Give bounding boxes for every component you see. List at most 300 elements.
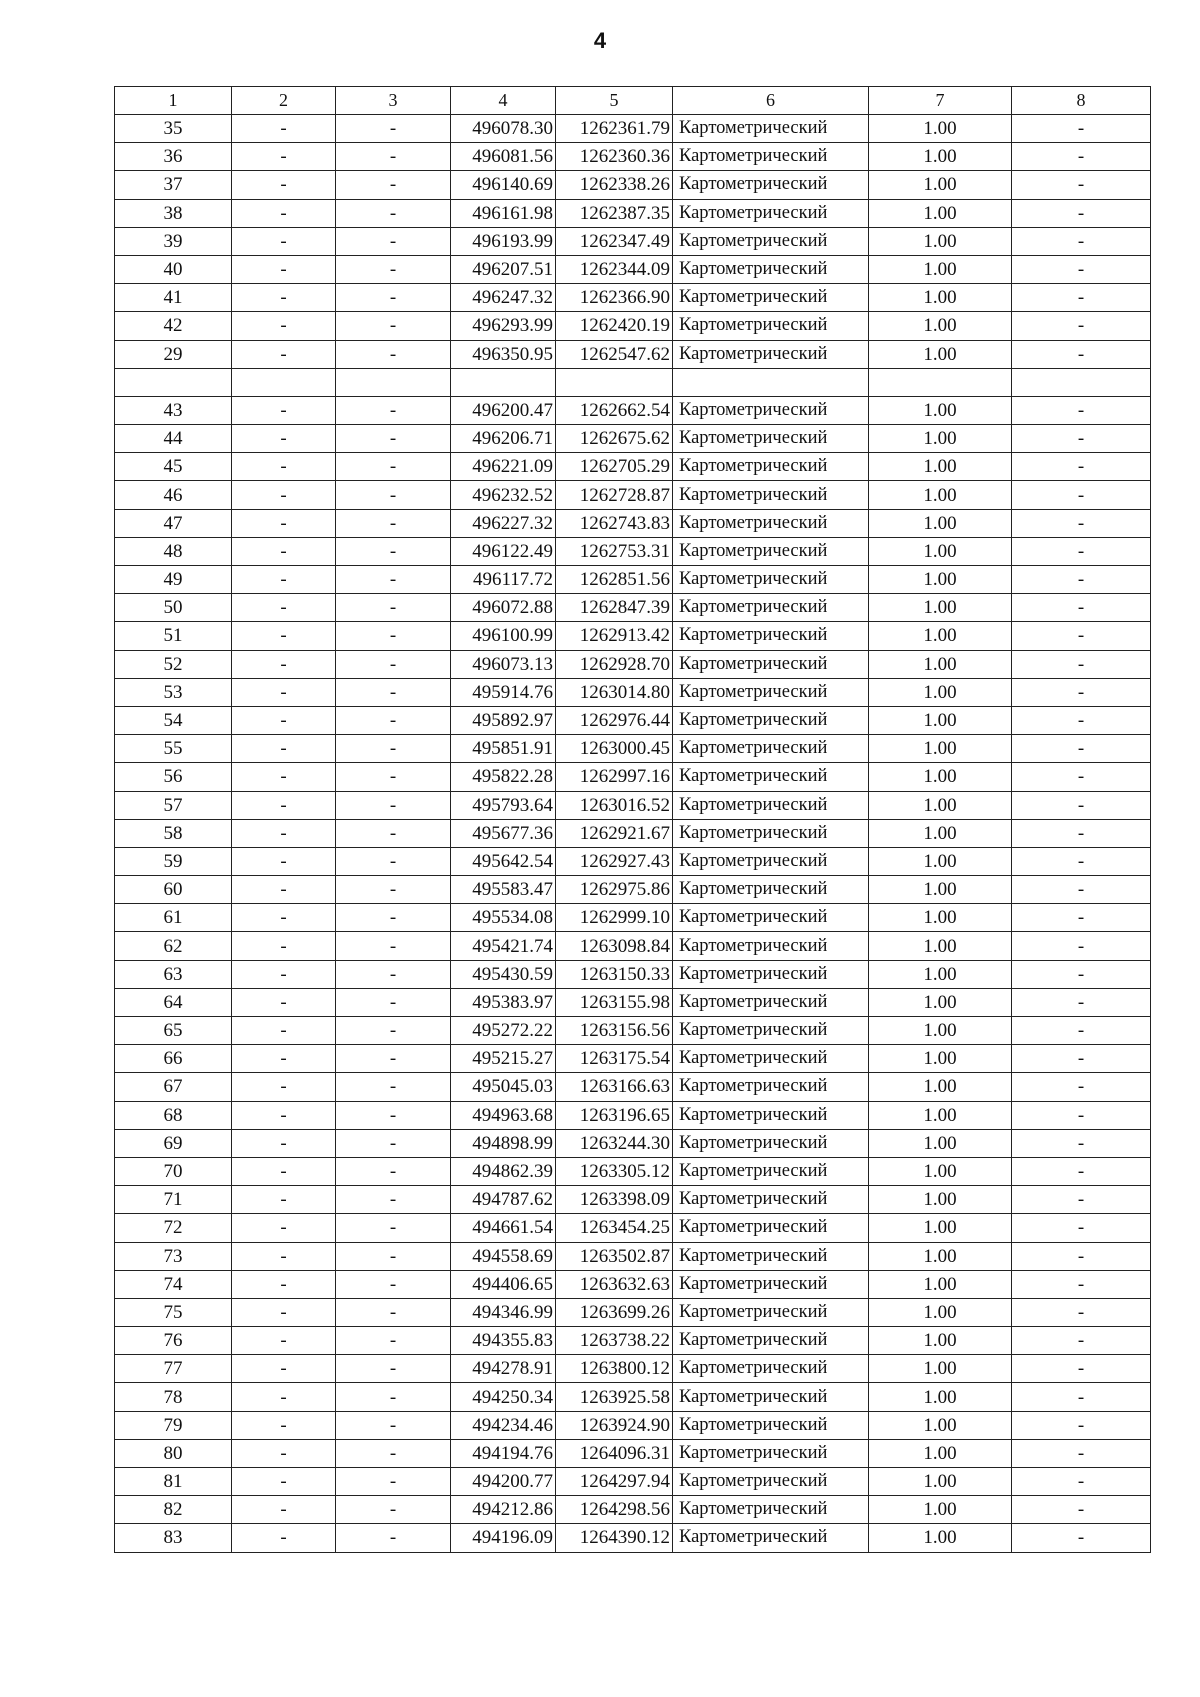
table-row xyxy=(115,1045,1151,1073)
coord-x-cell: 496078.30 xyxy=(451,115,556,143)
col8-cell: - xyxy=(1012,876,1151,904)
accuracy-cell: 1.00 xyxy=(869,481,1012,509)
table-row xyxy=(115,847,1151,875)
method-cell: Картометрический xyxy=(673,1355,869,1383)
method-cell: Картометрический xyxy=(673,1101,869,1129)
col8-cell: - xyxy=(1012,1524,1151,1552)
coord-x-cell: 495215.27 xyxy=(451,1045,556,1073)
table-row xyxy=(115,763,1151,791)
col2-cell: - xyxy=(232,171,336,199)
accuracy-cell: 1.00 xyxy=(869,1496,1012,1524)
coord-y-cell: 1263800.12 xyxy=(556,1355,673,1383)
coord-y-cell: 1262347.49 xyxy=(556,227,673,255)
coord-y-cell: 1263925.58 xyxy=(556,1383,673,1411)
coord-x-cell: 494558.69 xyxy=(451,1242,556,1270)
point-number-cell: 64 xyxy=(115,988,232,1016)
table-row xyxy=(115,368,1151,396)
col2-cell: - xyxy=(232,1270,336,1298)
col3-cell: - xyxy=(336,566,451,594)
method-cell: Картометрический xyxy=(673,1270,869,1298)
table-row xyxy=(115,396,1151,424)
coord-y-cell: 1263244.30 xyxy=(556,1129,673,1157)
accuracy-cell: 1.00 xyxy=(869,227,1012,255)
col8-cell: - xyxy=(1012,509,1151,537)
col2-cell: - xyxy=(232,340,336,368)
table-row xyxy=(115,509,1151,537)
col3-cell: - xyxy=(336,706,451,734)
method-cell: Картометрический xyxy=(673,143,869,171)
col2-cell: - xyxy=(232,425,336,453)
accuracy-cell: 1.00 xyxy=(869,340,1012,368)
method-cell: Картометрический xyxy=(673,1242,869,1270)
coord-y-cell: 1263150.33 xyxy=(556,960,673,988)
accuracy-cell: 1.00 xyxy=(869,1411,1012,1439)
col8-cell: - xyxy=(1012,678,1151,706)
coord-y-cell: 1262847.39 xyxy=(556,594,673,622)
col8-cell: - xyxy=(1012,960,1151,988)
col8-cell: - xyxy=(1012,1327,1151,1355)
coord-y-cell: 1262675.62 xyxy=(556,425,673,453)
accuracy-cell: 1.00 xyxy=(869,1073,1012,1101)
coord-x-cell: 495677.36 xyxy=(451,819,556,847)
method-cell: Картометрический xyxy=(673,481,869,509)
col2-cell: - xyxy=(232,537,336,565)
coord-x-cell: 495822.28 xyxy=(451,763,556,791)
point-number-cell: 53 xyxy=(115,678,232,706)
col8-cell: - xyxy=(1012,1045,1151,1073)
col2-cell: - xyxy=(232,1439,336,1467)
col2-cell: - xyxy=(232,1073,336,1101)
point-number-cell: 54 xyxy=(115,706,232,734)
accuracy-cell: 1.00 xyxy=(869,1270,1012,1298)
coord-x-cell: 496206.71 xyxy=(451,425,556,453)
col3-cell: - xyxy=(336,847,451,875)
accuracy-cell: 1.00 xyxy=(869,791,1012,819)
col3-cell: - xyxy=(336,312,451,340)
col3-cell: - xyxy=(336,1298,451,1326)
table-row xyxy=(115,1242,1151,1270)
coord-y-cell: 1262420.19 xyxy=(556,312,673,340)
table-row xyxy=(115,284,1151,312)
accuracy-cell: 1.00 xyxy=(869,1327,1012,1355)
col3-cell: - xyxy=(336,1383,451,1411)
table-row xyxy=(115,988,1151,1016)
point-number-cell: 41 xyxy=(115,284,232,312)
col8-cell: - xyxy=(1012,1383,1151,1411)
method-cell: Картометрический xyxy=(673,566,869,594)
col3-cell: - xyxy=(336,1129,451,1157)
col2-cell: - xyxy=(232,284,336,312)
method-cell: Картометрический xyxy=(673,1214,869,1242)
point-number-cell: 35 xyxy=(115,115,232,143)
coord-x-cell: 494862.39 xyxy=(451,1157,556,1185)
method-cell: Картометрический xyxy=(673,1524,869,1552)
coord-y-cell: 1262705.29 xyxy=(556,453,673,481)
accuracy-cell: 1.00 xyxy=(869,1017,1012,1045)
coord-x-cell: 494787.62 xyxy=(451,1186,556,1214)
coord-y-cell: 1263014.80 xyxy=(556,678,673,706)
col3-cell: - xyxy=(336,622,451,650)
column-header: 2 xyxy=(232,87,336,115)
table-row xyxy=(115,678,1151,706)
point-number-cell: 77 xyxy=(115,1355,232,1383)
method-cell: Картометрический xyxy=(673,199,869,227)
col2-cell: - xyxy=(232,988,336,1016)
coord-y-cell: 1262387.35 xyxy=(556,199,673,227)
accuracy-cell: 1.00 xyxy=(869,735,1012,763)
point-number-cell: 71 xyxy=(115,1186,232,1214)
coord-x-cell: 496350.95 xyxy=(451,340,556,368)
col2-cell: - xyxy=(232,1298,336,1326)
coord-y-cell: 1262851.56 xyxy=(556,566,673,594)
point-number-cell: 72 xyxy=(115,1214,232,1242)
method-cell: Картометрический xyxy=(673,255,869,283)
col3-cell: - xyxy=(336,396,451,424)
coord-x-cell: 496193.99 xyxy=(451,227,556,255)
column-header: 1 xyxy=(115,87,232,115)
accuracy-cell: 1.00 xyxy=(869,622,1012,650)
col2-cell: - xyxy=(232,1101,336,1129)
col2-cell: - xyxy=(232,1524,336,1552)
col2-cell: - xyxy=(232,1157,336,1185)
col8-cell: - xyxy=(1012,453,1151,481)
table-header-row xyxy=(115,87,1151,115)
accuracy-cell: 1.00 xyxy=(869,904,1012,932)
accuracy-cell: 1.00 xyxy=(869,143,1012,171)
col3-cell: - xyxy=(336,1017,451,1045)
table-row xyxy=(115,876,1151,904)
col2-cell: - xyxy=(232,594,336,622)
col8-cell: - xyxy=(1012,1411,1151,1439)
method-cell: Картометрический xyxy=(673,932,869,960)
col2-cell: - xyxy=(232,1045,336,1073)
col8-cell: - xyxy=(1012,340,1151,368)
point-number-cell: 60 xyxy=(115,876,232,904)
accuracy-cell: 1.00 xyxy=(869,115,1012,143)
col8-cell: - xyxy=(1012,143,1151,171)
point-number-cell: 56 xyxy=(115,763,232,791)
col2-cell: - xyxy=(232,255,336,283)
col3-cell: - xyxy=(336,763,451,791)
col8-cell: - xyxy=(1012,1270,1151,1298)
col2-cell: - xyxy=(232,1017,336,1045)
point-number-cell: 50 xyxy=(115,594,232,622)
point-number-cell: 61 xyxy=(115,904,232,932)
col8-cell: - xyxy=(1012,791,1151,819)
table-row xyxy=(115,1439,1151,1467)
coord-y-cell: 1262361.79 xyxy=(556,115,673,143)
accuracy-cell: 1.00 xyxy=(869,650,1012,678)
col2-cell: - xyxy=(232,312,336,340)
method-cell: Картометрический xyxy=(673,1496,869,1524)
accuracy-cell: 1.00 xyxy=(869,847,1012,875)
coord-y-cell: 1262913.42 xyxy=(556,622,673,650)
coord-x-cell: 494278.91 xyxy=(451,1355,556,1383)
col3-cell: - xyxy=(336,1327,451,1355)
col2-cell: - xyxy=(232,706,336,734)
col3-cell: - xyxy=(336,988,451,1016)
table-row xyxy=(115,1496,1151,1524)
coord-x-cell: 496161.98 xyxy=(451,199,556,227)
col3-cell: - xyxy=(336,340,451,368)
table-row xyxy=(115,1101,1151,1129)
col3-cell: - xyxy=(336,1157,451,1185)
col3-cell: - xyxy=(336,171,451,199)
coord-x-cell: 494963.68 xyxy=(451,1101,556,1129)
col3-cell: - xyxy=(336,1073,451,1101)
col8-cell: - xyxy=(1012,227,1151,255)
accuracy-cell: 1.00 xyxy=(869,1439,1012,1467)
accuracy-cell: 1.00 xyxy=(869,1383,1012,1411)
point-number-cell: 51 xyxy=(115,622,232,650)
coord-y-cell: 1264298.56 xyxy=(556,1496,673,1524)
accuracy-cell: 1.00 xyxy=(869,425,1012,453)
accuracy-cell: 1.00 xyxy=(869,1101,1012,1129)
col2-cell: - xyxy=(232,1129,336,1157)
coord-y-cell: 1262344.09 xyxy=(556,255,673,283)
col8-cell: - xyxy=(1012,1129,1151,1157)
point-number-cell: 55 xyxy=(115,735,232,763)
method-cell: Картометрический xyxy=(673,650,869,678)
point-number-cell: 73 xyxy=(115,1242,232,1270)
column-header: 6 xyxy=(673,87,869,115)
col8-cell: - xyxy=(1012,284,1151,312)
method-cell: Картометрический xyxy=(673,1411,869,1439)
col2-cell: - xyxy=(232,566,336,594)
col2-cell: - xyxy=(232,904,336,932)
col8-cell: - xyxy=(1012,1186,1151,1214)
point-number-cell: 36 xyxy=(115,143,232,171)
col3-cell: - xyxy=(336,227,451,255)
coord-y-cell: 1263196.65 xyxy=(556,1101,673,1129)
col3-cell: - xyxy=(336,284,451,312)
method-cell: Картометрический xyxy=(673,706,869,734)
col8-cell: - xyxy=(1012,1017,1151,1045)
table-row xyxy=(115,1298,1151,1326)
col3-cell: - xyxy=(336,143,451,171)
accuracy-cell: 1.00 xyxy=(869,509,1012,537)
coord-x-cell: 495793.64 xyxy=(451,791,556,819)
col8-cell: - xyxy=(1012,199,1151,227)
point-number-cell: 66 xyxy=(115,1045,232,1073)
col3-cell: - xyxy=(336,1411,451,1439)
coord-x-cell: 494196.09 xyxy=(451,1524,556,1552)
table-row xyxy=(115,650,1151,678)
col8-cell: - xyxy=(1012,1101,1151,1129)
col8-cell: - xyxy=(1012,425,1151,453)
col8-cell: - xyxy=(1012,1242,1151,1270)
point-number-cell: 79 xyxy=(115,1411,232,1439)
table-row xyxy=(115,1411,1151,1439)
accuracy-cell: 1.00 xyxy=(869,1045,1012,1073)
method-cell: Картометрический xyxy=(673,1383,869,1411)
col3-cell: - xyxy=(336,876,451,904)
coord-x-cell: 495851.91 xyxy=(451,735,556,763)
col2-cell xyxy=(232,368,336,396)
coord-x-cell: 494200.77 xyxy=(451,1468,556,1496)
coord-x-cell: 494346.99 xyxy=(451,1298,556,1326)
coord-y-cell: 1263699.26 xyxy=(556,1298,673,1326)
method-cell: Картометрический xyxy=(673,1073,869,1101)
point-number-cell: 81 xyxy=(115,1468,232,1496)
table-row xyxy=(115,791,1151,819)
coord-x-cell: 496247.32 xyxy=(451,284,556,312)
method-cell: Картометрический xyxy=(673,425,869,453)
col2-cell: - xyxy=(232,1186,336,1214)
col2-cell: - xyxy=(232,1496,336,1524)
col2-cell: - xyxy=(232,763,336,791)
coord-x-cell: 496100.99 xyxy=(451,622,556,650)
column-header: 5 xyxy=(556,87,673,115)
table-body xyxy=(115,87,1151,1553)
method-cell: Картометрический xyxy=(673,1157,869,1185)
point-number-cell: 43 xyxy=(115,396,232,424)
coord-x-cell: 496207.51 xyxy=(451,255,556,283)
coord-y-cell: 1263156.56 xyxy=(556,1017,673,1045)
col8-cell: - xyxy=(1012,763,1151,791)
col8-cell: - xyxy=(1012,819,1151,847)
point-number-cell: 44 xyxy=(115,425,232,453)
col3-cell: - xyxy=(336,537,451,565)
accuracy-cell: 1.00 xyxy=(869,678,1012,706)
col8-cell: - xyxy=(1012,481,1151,509)
accuracy-cell: 1.00 xyxy=(869,1186,1012,1214)
coord-y-cell: 1262360.36 xyxy=(556,143,673,171)
coord-x-cell: 495272.22 xyxy=(451,1017,556,1045)
table-row xyxy=(115,932,1151,960)
col2-cell: - xyxy=(232,678,336,706)
coord-x-cell: 494898.99 xyxy=(451,1129,556,1157)
col3-cell: - xyxy=(336,650,451,678)
table-row xyxy=(115,1524,1151,1552)
coord-y-cell: 1263166.63 xyxy=(556,1073,673,1101)
col2-cell: - xyxy=(232,396,336,424)
point-number-cell: 76 xyxy=(115,1327,232,1355)
accuracy-cell xyxy=(869,368,1012,396)
accuracy-cell: 1.00 xyxy=(869,988,1012,1016)
coord-y-cell: 1262997.16 xyxy=(556,763,673,791)
column-header: 8 xyxy=(1012,87,1151,115)
table-row xyxy=(115,199,1151,227)
page-number: 4 xyxy=(593,28,607,53)
coord-y-cell: 1262662.54 xyxy=(556,396,673,424)
col2-cell: - xyxy=(232,1242,336,1270)
method-cell: Картометрический xyxy=(673,1017,869,1045)
table-row xyxy=(115,340,1151,368)
coord-y-cell: 1263000.45 xyxy=(556,735,673,763)
coord-y-cell: 1262999.10 xyxy=(556,904,673,932)
coord-x-cell: 495430.59 xyxy=(451,960,556,988)
point-number-cell: 46 xyxy=(115,481,232,509)
method-cell: Картометрический xyxy=(673,988,869,1016)
col8-cell: - xyxy=(1012,594,1151,622)
col3-cell xyxy=(336,368,451,396)
coord-y-cell: 1263738.22 xyxy=(556,1327,673,1355)
col2-cell: - xyxy=(232,735,336,763)
col2-cell: - xyxy=(232,481,336,509)
method-cell: Картометрический xyxy=(673,1298,869,1326)
col3-cell: - xyxy=(336,678,451,706)
col8-cell xyxy=(1012,368,1151,396)
col8-cell: - xyxy=(1012,312,1151,340)
method-cell: Картометрический xyxy=(673,876,869,904)
col8-cell: - xyxy=(1012,1496,1151,1524)
point-number-cell: 57 xyxy=(115,791,232,819)
col2-cell: - xyxy=(232,509,336,537)
method-cell: Картометрический xyxy=(673,622,869,650)
coord-x-cell: 494234.46 xyxy=(451,1411,556,1439)
col8-cell: - xyxy=(1012,1439,1151,1467)
col3-cell: - xyxy=(336,1270,451,1298)
coord-y-cell: 1263016.52 xyxy=(556,791,673,819)
col2-cell: - xyxy=(232,453,336,481)
column-header: 3 xyxy=(336,87,451,115)
table-row xyxy=(115,255,1151,283)
point-number-cell: 70 xyxy=(115,1157,232,1185)
accuracy-cell: 1.00 xyxy=(869,566,1012,594)
table-row xyxy=(115,566,1151,594)
coord-x-cell: 496232.52 xyxy=(451,481,556,509)
coord-x-cell: 495642.54 xyxy=(451,847,556,875)
table-row xyxy=(115,1157,1151,1185)
point-number-cell: 67 xyxy=(115,1073,232,1101)
col3-cell: - xyxy=(336,904,451,932)
table-row xyxy=(115,819,1151,847)
coord-y-cell: 1263098.84 xyxy=(556,932,673,960)
coord-x-cell: 496140.69 xyxy=(451,171,556,199)
col8-cell: - xyxy=(1012,1468,1151,1496)
col2-cell: - xyxy=(232,1383,336,1411)
coordinates-table xyxy=(114,86,1151,1553)
method-cell: Картометрический xyxy=(673,1468,869,1496)
point-number-cell: 47 xyxy=(115,509,232,537)
method-cell: Картометрический xyxy=(673,1186,869,1214)
coord-y-cell xyxy=(556,368,673,396)
col2-cell: - xyxy=(232,847,336,875)
method-cell: Картометрический xyxy=(673,340,869,368)
col2-cell: - xyxy=(232,199,336,227)
method-cell: Картометрический xyxy=(673,1327,869,1355)
accuracy-cell: 1.00 xyxy=(869,1468,1012,1496)
col8-cell: - xyxy=(1012,255,1151,283)
method-cell: Картометрический xyxy=(673,284,869,312)
col2-cell: - xyxy=(232,115,336,143)
coord-x-cell: 495583.47 xyxy=(451,876,556,904)
table-row xyxy=(115,1214,1151,1242)
col8-cell: - xyxy=(1012,932,1151,960)
accuracy-cell: 1.00 xyxy=(869,171,1012,199)
col8-cell: - xyxy=(1012,396,1151,424)
col3-cell: - xyxy=(336,1439,451,1467)
col8-cell: - xyxy=(1012,1214,1151,1242)
table-row xyxy=(115,537,1151,565)
method-cell: Картометрический xyxy=(673,537,869,565)
col3-cell: - xyxy=(336,1214,451,1242)
accuracy-cell: 1.00 xyxy=(869,706,1012,734)
coord-y-cell: 1262975.86 xyxy=(556,876,673,904)
accuracy-cell: 1.00 xyxy=(869,199,1012,227)
table-row xyxy=(115,115,1151,143)
col2-cell: - xyxy=(232,1355,336,1383)
accuracy-cell: 1.00 xyxy=(869,819,1012,847)
table-row xyxy=(115,1327,1151,1355)
col8-cell: - xyxy=(1012,988,1151,1016)
col2-cell: - xyxy=(232,1468,336,1496)
coord-x-cell: 496227.32 xyxy=(451,509,556,537)
table-row xyxy=(115,1073,1151,1101)
method-cell: Картометрический xyxy=(673,115,869,143)
accuracy-cell: 1.00 xyxy=(869,1524,1012,1552)
